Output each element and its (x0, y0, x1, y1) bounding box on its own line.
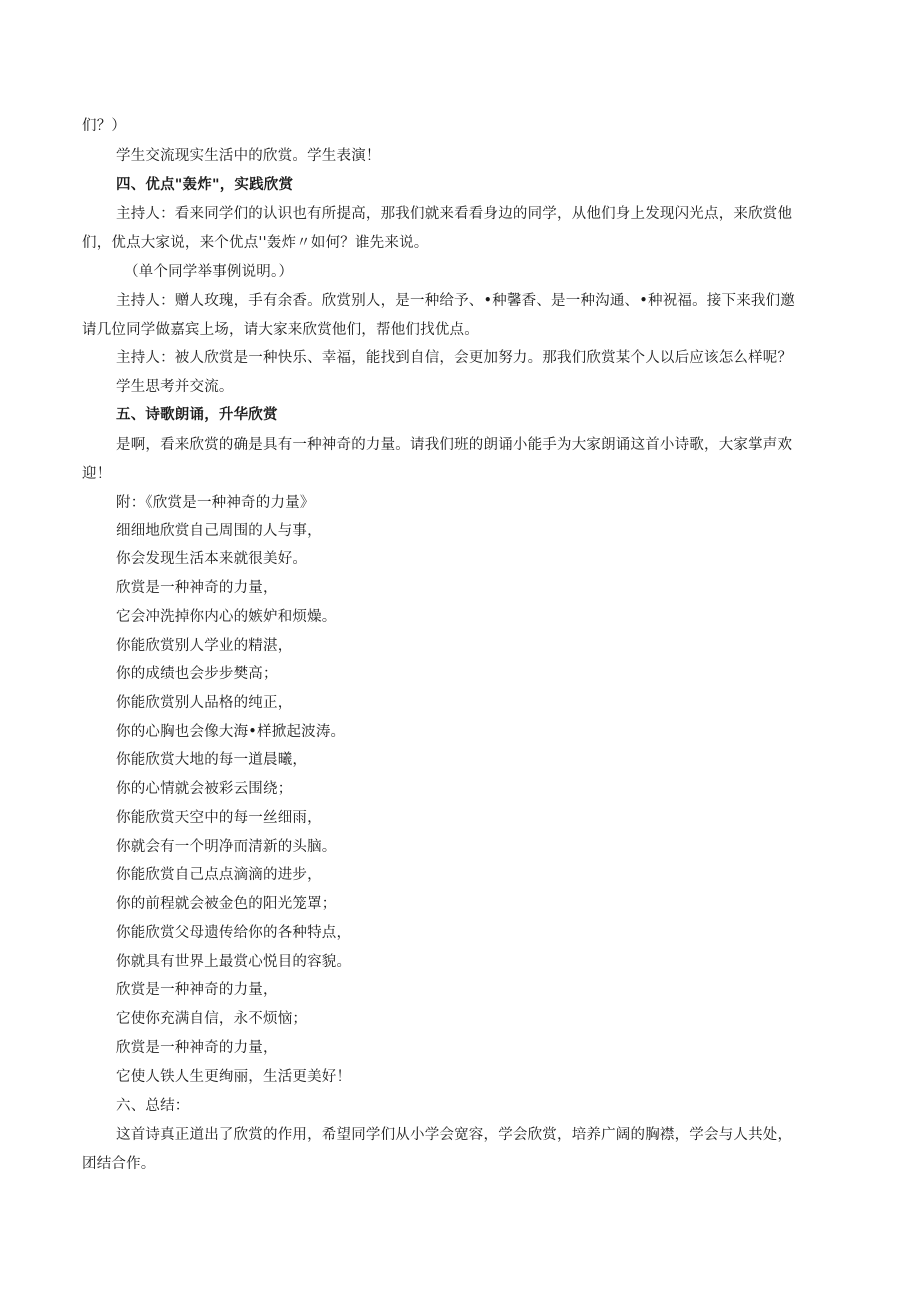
poem-line: 你就具有世界上最赏心悦目的容貌。 (116, 954, 352, 970)
text-line: （单个同学举事例说明。） (124, 264, 294, 280)
poem-line: 你能欣赏大地的每一道晨曦， (116, 752, 308, 768)
poem-line: 欣赏是一种神奇的力量， (116, 580, 278, 596)
text-line: 是啊，看来欣赏的确是具有一种神奇的力量。请我们班的朗诵小能手为大家朗诵这首小诗歌，大家掌声欢 (116, 437, 793, 453)
poem-line: 它使人铁人生更绚丽，生活更美好！ (116, 1069, 352, 1085)
poem-line: 你能欣赏父母遗传给你的各种特点， (116, 925, 352, 941)
poem-line: 它使你充满自信，永不烦恼； (116, 1011, 308, 1027)
poem-line: 你能欣赏自己点点滴滴的进步， (116, 867, 322, 883)
poem-line: 你能欣赏别人品格的纯正， (116, 695, 293, 711)
text-line: 学生交流现实生活中的欣赏。学生表演！ (116, 148, 381, 164)
poem-line: 欣赏是一种神奇的力量， (116, 982, 278, 998)
text-line: 这首诗真正道出了欣赏的作用，希望同学们从小学会宽容，学会欣赏，培养广阔的胸襟，学会与人共处， (116, 1127, 793, 1143)
poem-line: 你能欣赏天空中的每一丝细雨， (116, 810, 322, 826)
section-heading: 四、优点"轰炸"，实践欣赏 (116, 177, 294, 193)
poem-title: 附：《欣赏是一种神奇的力量》 (116, 495, 315, 511)
text-line: 们？） (82, 118, 127, 134)
poem-line: 你的心情就会被彩云围绕； (116, 781, 293, 797)
text-line: 主持人：看来同学们的认识也有所提高，那我们就来看看身边的同学，从他们身上发现闪光点，来欣赏他 (116, 206, 793, 222)
poem-line: 你的成绩也会步步樊高； (116, 666, 278, 682)
poem-line: 你会发现生活本来就很美好。 (116, 551, 308, 567)
text-line: 迎！ (82, 466, 112, 482)
text-line: 主持人：被人欣赏是一种快乐、幸福，能找到自信，会更加努力。那我们欣赏某个人以后应该怎么样呢？ (116, 350, 793, 366)
text-line: 们，优点大家说，来个优点''轰炸〃如何？谁先来说。 (82, 235, 429, 251)
section-heading: 六、总结： (116, 1098, 190, 1114)
text-line: 团结合作。 (82, 1156, 156, 1172)
poem-line: 细细地欣赏自己周围的人与事， (116, 523, 322, 539)
poem-line: 它会冲洗掉你内心的嫉妒和烦燥。 (116, 609, 337, 625)
text-line: 学生思考并交流。 (116, 379, 234, 395)
poem-line: 欣赏是一种神奇的力量， (116, 1040, 278, 1056)
text-line: 主持人：赠人玫瑰，手有余香。欣赏别人，是一种给予、•种馨香、是一种沟通、•种祝福。接下来我们邀 (116, 293, 796, 309)
poem-line: 你的前程就会被金色的阳光笼罩； (116, 896, 337, 912)
poem-line: 你就会有一个明净而清新的头脑。 (116, 839, 337, 855)
section-heading: 五、诗歌朗诵，升华欣赏 (116, 407, 278, 423)
text-line: 请几位同学做嘉宾上场，请大家来欣赏他们，帮他们找优点。 (82, 322, 479, 338)
poem-line: 你的心胸也会像大海•样掀起波涛。 (116, 724, 346, 740)
poem-line: 你能欣赏别人学业的精湛， (116, 638, 293, 654)
